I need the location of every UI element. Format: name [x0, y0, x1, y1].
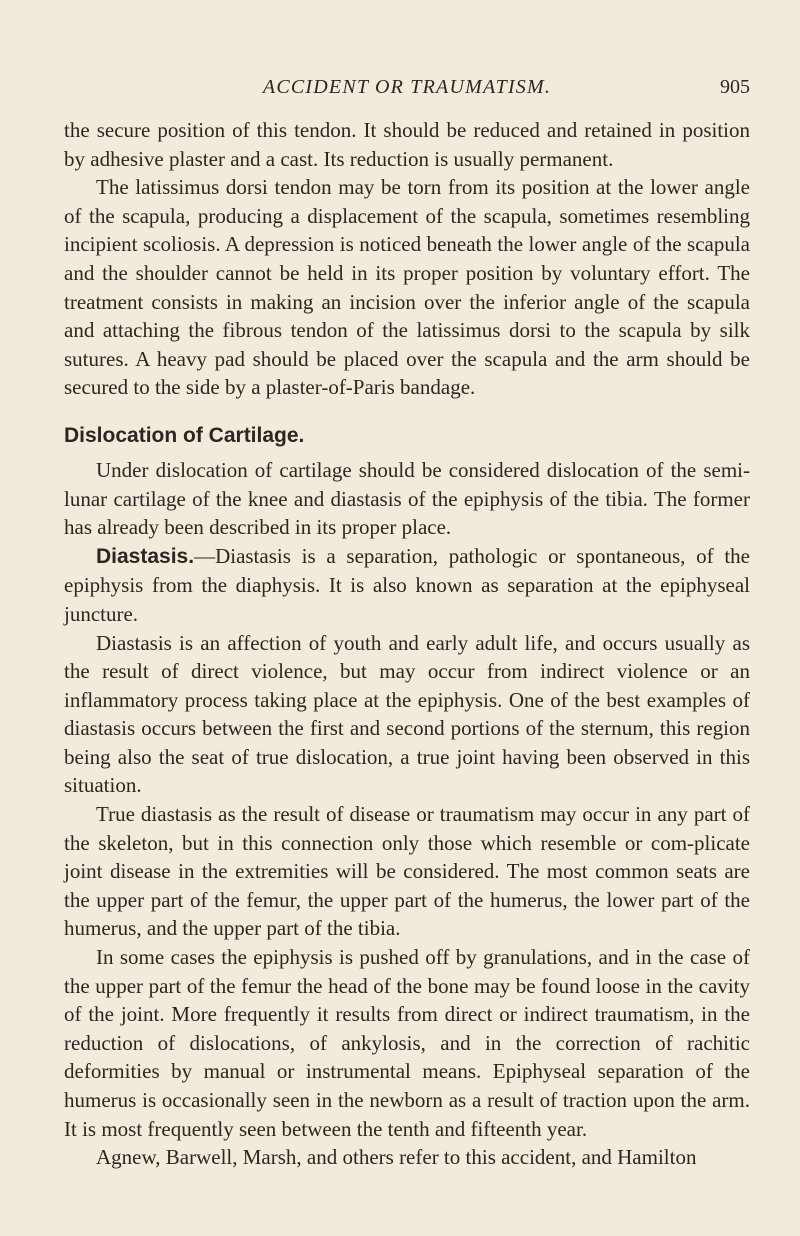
body-text — [64, 116, 750, 1172]
paragraph-diastasis-text: —Diastasis is a separation, pathologic or spontaneous, of the epiphysis from the diaphysis. It is also known as separation at the epiphyseal juncture. — [64, 543, 750, 626]
book-page — [64, 66, 750, 1172]
paragraph-true-diastasis: True diastasis as the result of disease or traumatism may occur in any part of the skeleton, but in this connection only those which resemble or com-plicate joint disease in the extremities will be considered. The most common seats are the upper part of the femur, the upper part of the humerus, the lower part of the humerus, and the upper part of the tibia. — [64, 802, 750, 941]
section-heading: Dislocation of Cartilage. — [64, 423, 305, 447]
running-head — [64, 66, 750, 110]
page-number: 905 — [720, 76, 750, 98]
paragraph-latissimus-dorsi: The latissimus dorsi tendon may be torn from its position at the lower angle of the scapula, producing a displacement of the scapula, sometimes resembling incipient scoliosis. A depression is noticed beneath the lower angle of the scapula and the shoulder cannot be held in its proper position by voluntary effort. The treatment consists in making an incision over the inferior angle of the scapula and attaching the fibrous tendon of the latissimus dorsi to the scapula by silk sutures. A heavy pad should be placed over the scapula and the arm should be secured to the side by a plaster-of-Paris bandage. — [64, 175, 750, 400]
running-title: ACCIDENT OR TRAUMATISM. — [262, 76, 552, 98]
paragraph-continuation: the secure position of this tendon. It should be reduced and retained in position by adhesive plaster and a cast. Its reduction is usually permanent. — [64, 118, 750, 171]
run-in-heading: Diastasis. — [96, 544, 195, 568]
paragraph-diastasis-youth: Diastasis is an affection of youth and early adult life, and occurs usually as the result of direct violence, but may occur from indirect violence or an inflammatory process taking place at the epiphysis. One of the best examples of diastasis occurs between the first and second portions of the sternum, this region being also the seat of true dislocation, a true joint having been observed in this situation. — [64, 630, 750, 798]
paragraph-dislocation-cartilage: Under dislocation of cartilage should be considered dislocation of the semi-lunar cartilage of the knee and diastasis of the epiphysis of the tibia. The former has already been described in its proper place. — [64, 457, 750, 540]
paragraph-diastasis-definition — [64, 542, 750, 629]
paragraph-agnew: Agnew, Barwell, Marsh, and others refer to this accident, and Hamilton — [96, 1145, 697, 1170]
paragraph-epiphysis-granulations: In some cases the epiphysis is pushed off by granulations, and in the case of the upper part of the femur the head of the bone may be found loose in the cavity of the joint. More frequently it results from direct or indirect traumatism, in the reduction of dislocations, of ankylosis, and in the correction of rachitic deformities by manual or instrumental means. Epiphyseal separation of the humerus is occasionally seen in the newborn as a result of traction upon the arm. It is most frequently seen between the tenth and fifteenth year. — [64, 945, 750, 1141]
